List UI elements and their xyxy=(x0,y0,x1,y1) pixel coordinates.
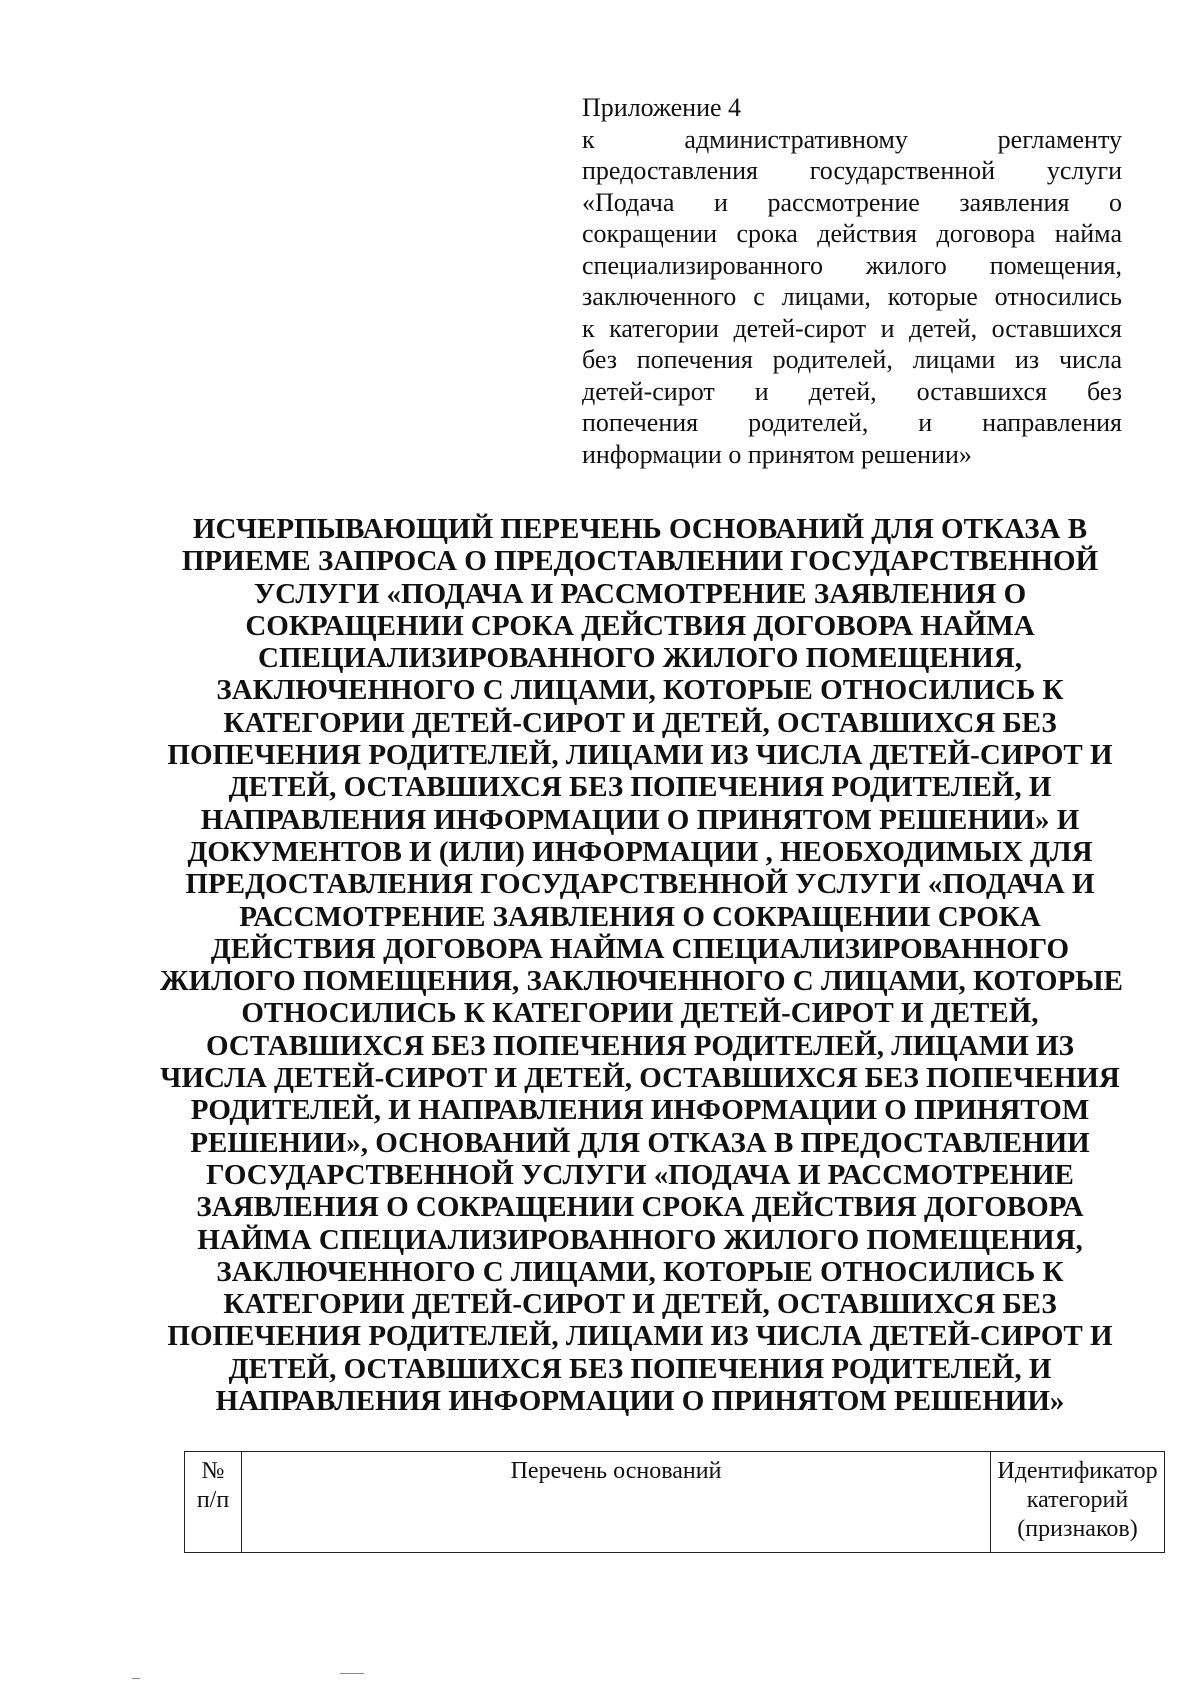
title-line: СОКРАЩЕНИИ СРОКА ДЕЙСТВИЯ ДОГОВОРА НАЙМА xyxy=(245,609,1035,642)
header-number-line: п/п xyxy=(196,1487,230,1513)
title-line: ДЕЙСТВИЯ ДОГОВОРА НАЙМА СПЕЦИАЛИЗИРОВАННОГО xyxy=(210,932,1070,965)
scan-artifact xyxy=(132,1678,140,1679)
title-line: ПРИЕМЕ ЗАПРОСА О ПРЕДОСТАВЛЕНИИ ГОСУДАРСТВЕННОЙ xyxy=(181,545,1099,578)
appendix-line: попечения родителей, и направления xyxy=(582,408,1122,437)
title-line: ОТНОСИЛИСЬ К КАТЕГОРИИ ДЕТЕЙ-СИРОТ И ДЕТЕЙ, xyxy=(241,997,1039,1030)
title-line: СПЕЦИАЛИЗИРОВАННОГО ЖИЛОГО ПОМЕЩЕНИЯ, xyxy=(258,642,1022,675)
appendix-line: к категории детей-сирот и детей, оставшихся xyxy=(582,313,1122,343)
document-title xyxy=(160,513,1123,1418)
title-line: ПРЕДОСТАВЛЕНИЯ ГОСУДАРСТВЕННОЙ УСЛУГИ «ПОДАЧА И xyxy=(185,868,1095,901)
appendix-block xyxy=(582,92,1122,470)
title-line: ОСТАВШИХСЯ БЕЗ ПОПЕЧЕНИЯ РОДИТЕЛЕЙ, ЛИЦАМИ ИЗ xyxy=(206,1029,1074,1062)
title-line: ПОПЕЧЕНИЯ РОДИТЕЛЕЙ, ЛИЦАМИ ИЗ ЧИСЛА ДЕТЕЙ-СИРОТ И xyxy=(167,739,1113,772)
header-identifier-line: Идентификатор xyxy=(997,1458,1158,1484)
title-line: ЗАЯВЛЕНИЯ О СОКРАЩЕНИИ СРОКА ДЕЙСТВИЯ ДОГОВОРА xyxy=(196,1191,1084,1224)
title-line: НАПРАВЛЕНИЯ ИНФОРМАЦИИ О ПРИНЯТОМ РЕШЕНИИ» xyxy=(215,1385,1065,1418)
appendix-line: детей-сирот и детей, оставшихся без xyxy=(582,376,1122,406)
header-identifier-line: категорий xyxy=(1026,1487,1129,1513)
title-line: НАПРАВЛЕНИЯ ИНФОРМАЦИИ О ПРИНЯТОМ РЕШЕНИИ» И xyxy=(200,803,1080,836)
appendix-line: информации о принятом решении» xyxy=(582,439,972,469)
title-line: ДЕТЕЙ, ОСТАВШИХСЯ БЕЗ ПОПЕЧЕНИЯ РОДИТЕЛЕЙ, И xyxy=(228,771,1052,804)
title-line: КАТЕГОРИИ ДЕТЕЙ-СИРОТ И ДЕТЕЙ, ОСТАВШИХСЯ БЕЗ xyxy=(223,1288,1057,1321)
header-grounds xyxy=(242,1452,991,1553)
table-header-row xyxy=(185,1452,1165,1553)
title-line: РОДИТЕЛЕЙ, И НАПРАВЛЕНИЯ ИНФОРМАЦИИ О ПРИНЯТОМ xyxy=(190,1094,1090,1127)
grounds-table xyxy=(184,1451,1165,1553)
title-line: ИСЧЕРПЫВАЮЩИЙ ПЕРЕЧЕНЬ ОСНОВАНИЙ ДЛЯ ОТКАЗА В xyxy=(192,513,1088,545)
appendix-line: к административному регламенту xyxy=(582,124,1122,154)
header-identifier xyxy=(991,1452,1165,1553)
scan-artifact xyxy=(340,1673,364,1674)
appendix-line: предоставления государственной услуги xyxy=(582,156,1122,185)
header-grounds-line: Перечень оснований xyxy=(510,1458,722,1484)
title-line: ЗАКЛЮЧЕННОГО С ЛИЦАМИ, КОТОРЫЕ ОТНОСИЛИСЬ К xyxy=(216,1255,1064,1288)
title-line: ПОПЕЧЕНИЯ РОДИТЕЛЕЙ, ЛИЦАМИ ИЗ ЧИСЛА ДЕТЕЙ-СИРОТ И xyxy=(167,1320,1113,1353)
title-line: РЕШЕНИИ», ОСНОВАНИЙ ДЛЯ ОТКАЗА В ПРЕДОСТАВЛЕНИИ xyxy=(190,1126,1090,1159)
header-identifier-line: (признаков) xyxy=(1017,1516,1138,1542)
appendix-line: специализированного жилого помещения, xyxy=(582,250,1122,280)
title-line: ДОКУМЕНТОВ И (ИЛИ) ИНФОРМАЦИИ , НЕОБХОДИМЫХ ДЛЯ xyxy=(187,835,1093,868)
title-line: КАТЕГОРИИ ДЕТЕЙ-СИРОТ И ДЕТЕЙ, ОСТАВШИХСЯ БЕЗ xyxy=(223,706,1057,739)
title-line: НАЙМА СПЕЦИАЛИЗИРОВАННОГО ЖИЛОГО ПОМЕЩЕНИЯ, xyxy=(197,1223,1083,1256)
appendix-line: «Подача и рассмотрение заявления о xyxy=(582,187,1122,217)
header-number xyxy=(185,1452,242,1553)
appendix-line: заключенного с лицами, которые относились xyxy=(582,282,1122,311)
title-line: РАССМОТРЕНИЕ ЗАЯВЛЕНИЯ О СОКРАЩЕНИИ СРОКА xyxy=(239,900,1041,933)
header-number-line: № xyxy=(201,1458,225,1484)
appendix-title: Приложение 4 xyxy=(582,93,742,122)
title-line: ЧИСЛА ДЕТЕЙ-СИРОТ И ДЕТЕЙ, ОСТАВШИХСЯ БЕЗ ПОПЕЧЕНИЯ xyxy=(160,1062,1120,1095)
title-line: ДЕТЕЙ, ОСТАВШИХСЯ БЕЗ ПОПЕЧЕНИЯ РОДИТЕЛЕЙ, И xyxy=(228,1352,1052,1385)
appendix-line: сокращении срока действия договора найма xyxy=(582,219,1122,248)
title-line: ГОСУДАРСТВЕННОЙ УСЛУГИ «ПОДАЧА И РАССМОТРЕНИЕ xyxy=(206,1158,1074,1191)
appendix-line: без попечения родителей, лицами из числа xyxy=(582,345,1122,374)
title-line: ЗАКЛЮЧЕННОГО С ЛИЦАМИ, КОТОРЫЕ ОТНОСИЛИСЬ К xyxy=(216,674,1064,707)
title-line: УСЛУГИ «ПОДАЧА И РАССМОТРЕНИЕ ЗАЯВЛЕНИЯ О xyxy=(253,577,1027,610)
title-line: ЖИЛОГО ПОМЕЩЕНИЯ, ЗАКЛЮЧЕННОГО С ЛИЦАМИ, КОТОРЫЕ xyxy=(160,965,1123,998)
